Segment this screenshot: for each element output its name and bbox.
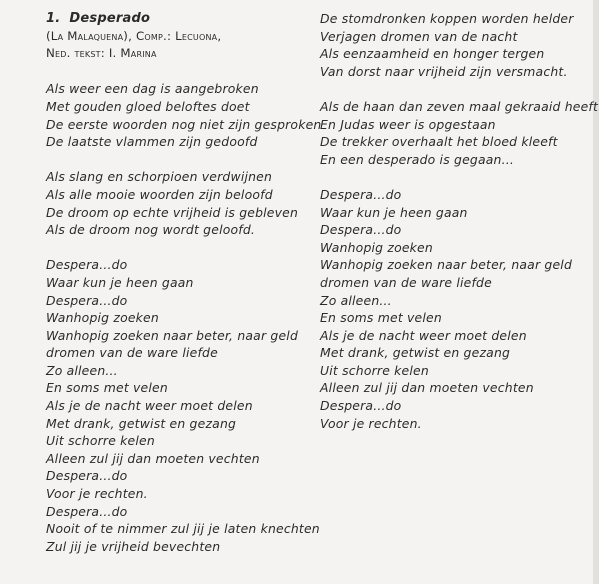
lyric-line: Wanhopig zoeken naar beter, naar geld: [320, 257, 573, 273]
lyric-line: Wanhopig zoeken: [320, 239, 433, 255]
lyric-line: Met drank, getwist en gezang: [320, 345, 511, 361]
lyric-line: Met gouden gloed beloftes doet: [46, 98, 250, 114]
lyric-line: Als je de nacht weer moet delen: [46, 398, 253, 414]
lyric-line: Despera...do: [46, 468, 128, 484]
lyric-line: Wanhopig zoeken naar beter, naar geld: [46, 327, 299, 343]
lyric-line: De eerste woorden nog niet zijn gesproken: [46, 116, 322, 132]
lyric-line: En Judas weer is opgestaan: [320, 116, 496, 132]
lyric-line: Met drank, getwist en gezang: [46, 415, 237, 431]
lyric-line: Als de haan dan zeven maal gekraaid heeft: [320, 98, 599, 114]
stanza-gap: [46, 63, 306, 81]
lyric-line: En soms met velen: [320, 310, 442, 326]
lyric-line: Alleen zul jij dan moeten vechten: [320, 380, 534, 396]
lyric-line: Alleen zul jij dan moeten vechten: [46, 450, 260, 466]
lyric-line: Waar kun je heen gaan: [320, 204, 468, 220]
lyric-line: Wanhopig zoeken: [46, 310, 159, 326]
stanza-gap: [320, 80, 585, 98]
lyric-line: Despera...do: [320, 398, 402, 414]
left-stanza-3: [46, 256, 320, 555]
lyric-line: Zul jij je vrijheid bevechten: [46, 538, 221, 554]
lyric-line: dromen van de ware liefde: [46, 345, 218, 361]
lyric-line: Als alle mooie woorden zijn beloofd: [46, 186, 273, 202]
lyric-line: De stomdronken koppen worden helder: [320, 11, 574, 26]
left-stanza-2: [46, 168, 306, 238]
lyric-line: Zo alleen...: [46, 362, 118, 378]
lyric-line: Voor je rechten.: [320, 415, 422, 431]
song-credits-line-2: Ned. tekst: I. Marina: [46, 46, 157, 61]
lyric-line: De trekker overhaalt het bloed kleeft: [320, 134, 558, 150]
lyric-line: Despera...do: [46, 292, 128, 308]
lyric-line: Als de droom nog wordt geloofd.: [46, 222, 256, 238]
stanza-gap: [46, 239, 306, 257]
lyric-line: Verjagen dromen van de nacht: [320, 28, 518, 44]
song-number: 1.: [46, 11, 61, 26]
lyric-line: Uit schorre kelen: [46, 433, 155, 449]
lyric-line: Voor je rechten.: [46, 486, 148, 502]
lyric-line: Waar kun je heen gaan: [46, 274, 194, 290]
stanza-gap: [320, 168, 585, 186]
left-column: [46, 10, 322, 555]
lyric-line: Als slang en schorpioen verdwijnen: [46, 169, 273, 185]
lyric-line: De droom op echte vrijheid is gebleven: [46, 204, 299, 220]
lyric-line: Zo alleen...: [320, 292, 392, 308]
lyric-line: Als eenzaamheid en honger tergen: [320, 46, 545, 62]
lyric-line: Despera...do: [46, 257, 128, 273]
lyric-line: Uit schorre kelen: [320, 362, 429, 378]
lyric-line: En een desperado is gegaan...: [320, 151, 515, 167]
lyric-line: De laatste vlammen zijn gedoofd: [46, 134, 258, 150]
right-stanza-3: [320, 186, 585, 432]
song-credits-line-1: (La Malaquena), Comp.: Lecuona,: [46, 28, 222, 43]
left-stanza-1: [46, 80, 322, 150]
stanza-gap: [46, 151, 306, 169]
right-stanza-1: [320, 10, 585, 80]
lyric-line: Van dorst naar vrijheid zijn versmacht.: [320, 63, 568, 79]
lyric-line: Als weer een dag is aangebroken: [46, 81, 259, 97]
lyric-line: Despera...do: [320, 222, 402, 238]
song-title-line: [46, 10, 306, 28]
song-title: Desperado: [69, 11, 151, 26]
lyric-line: Als je de nacht weer moet delen: [320, 327, 527, 343]
lyric-line: Nooit of te nimmer zul jij je laten knechten: [46, 521, 320, 537]
lyric-line: dromen van de ware liefde: [320, 274, 492, 290]
right-column: [320, 10, 599, 432]
lyric-line: Despera...do: [46, 503, 128, 519]
right-stanza-2: [320, 98, 599, 168]
lyric-line: En soms met velen: [46, 380, 168, 396]
lyric-line: Despera...do: [320, 186, 402, 202]
